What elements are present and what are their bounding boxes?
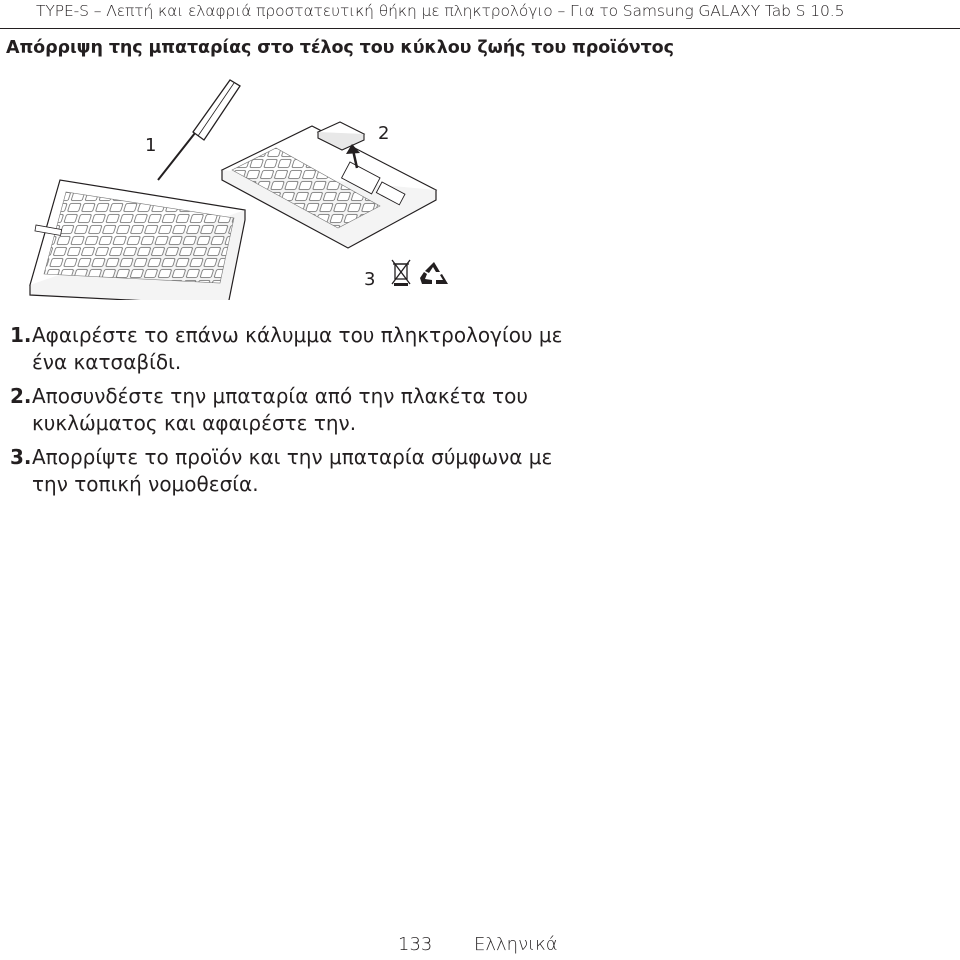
keyboard-step2 [222,126,436,248]
page-number: 133 [398,934,433,955]
footer-language: Ελληνικά [474,934,558,955]
running-header: TYPE-S – Λεπτή και ελαφριά προστατευτική θήκη με πληκτρολόγιο – Για το Samsung GALAXY Tab S 10.5 [36,2,845,20]
illustration-label-3: 3 [364,269,376,290]
weee-crossed-bin-icon [392,260,410,286]
illustration-label-1: 1 [145,135,157,156]
instruction-step [10,383,570,437]
keyboard-step1 [30,180,245,300]
screwdriver [158,80,240,180]
recycle-icon [420,262,448,284]
instruction-list [10,322,570,505]
step-text: Αφαιρέστε το επάνω κάλυμμα του πληκτρολογίου με ένα κατσαβίδι. [32,323,563,374]
section-title: Απόρριψη της μπαταρίας στο τέλος του κύκλου ζωής του προϊόντος [6,38,674,58]
illustration-label-2: 2 [378,123,390,144]
step-text: Απορρίψτε το προϊόν και την μπαταρία σύμφωνα με την τοπική νομοθεσία. [32,445,553,496]
step-number: 2. [10,384,32,408]
instruction-step [10,444,570,498]
instruction-step [10,322,570,376]
battery-removal-illustration [0,70,460,300]
step-number: 3. [10,445,32,469]
header-divider [0,28,960,29]
step-number: 1. [10,323,32,347]
step-text: Αποσυνδέστε την μπαταρία από την πλακέτα του κυκλώματος και αφαιρέστε την. [32,384,528,435]
